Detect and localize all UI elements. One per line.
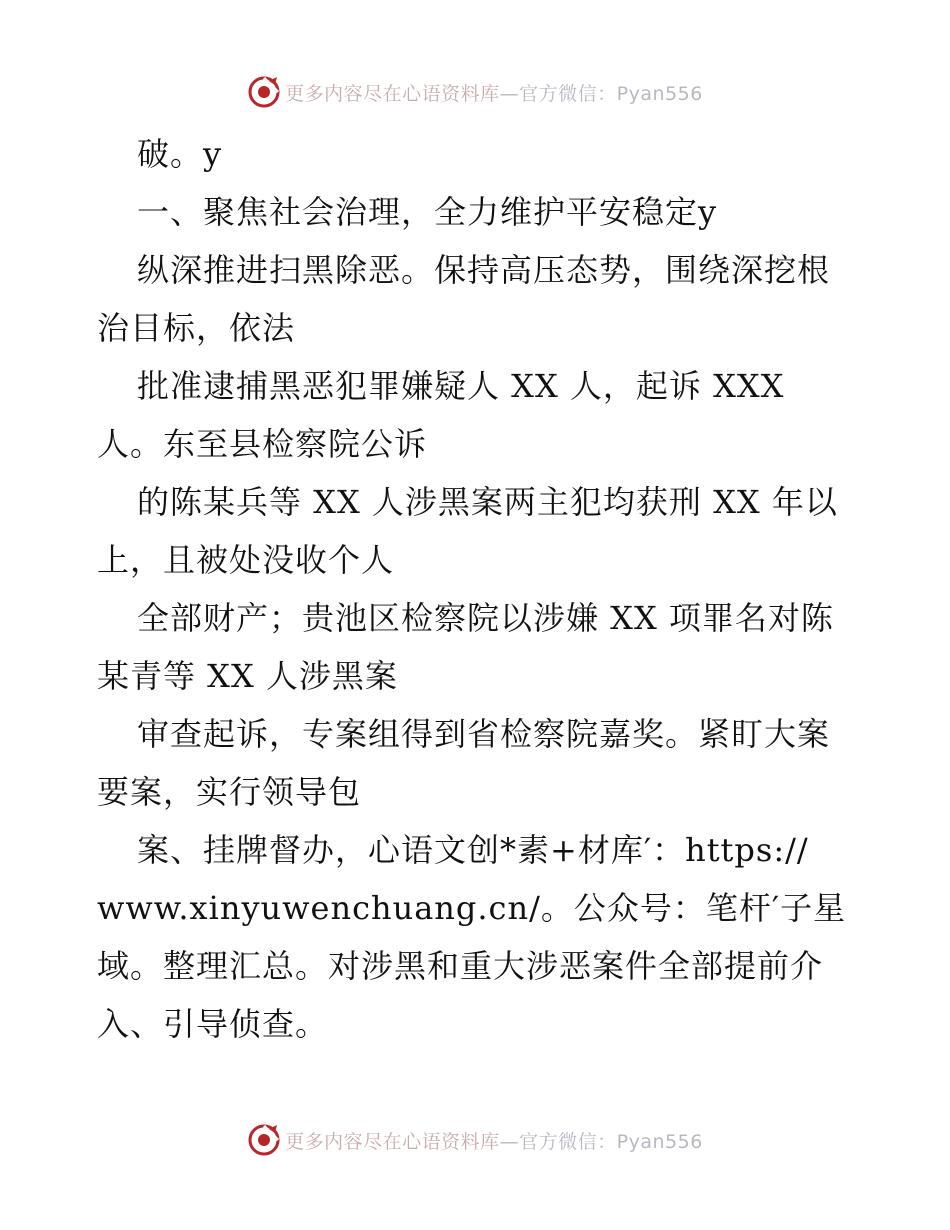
body-line: 破。y bbox=[137, 135, 223, 173]
body-line: www.xinyuwenchuang.cn/。公众号：笔杆′子星 bbox=[97, 889, 847, 927]
header-banner bbox=[0, 72, 950, 112]
banner-wechat-text: 官方微信：Pyan556 bbox=[519, 82, 703, 105]
document-body bbox=[97, 125, 857, 1053]
header-banner-text bbox=[285, 79, 703, 106]
body-line: 要案，实行领导包 bbox=[97, 773, 362, 811]
body-line: 全部财产；贵池区检察院以涉嫌 XX 项罪名对陈 bbox=[137, 599, 834, 637]
banner-separator: — bbox=[499, 82, 520, 105]
body-line: 治目标，依法 bbox=[97, 309, 296, 347]
banner-main-text: 更多内容尽在心语资料库 bbox=[285, 1130, 500, 1153]
banner-wechat-text: 官方微信：Pyan556 bbox=[519, 1130, 703, 1153]
body-line: 的陈某兵等 XX 人涉黑案两主犯均获刑 XX 年以 bbox=[137, 483, 838, 521]
body-line: 上，且被处没收个人 bbox=[97, 541, 395, 579]
body-line: 某青等 XX 人涉黑案 bbox=[97, 657, 398, 695]
banner-main-text: 更多内容尽在心语资料库 bbox=[285, 82, 500, 105]
body-line: 批准逮捕黑恶犯罪嫌疑人 XX 人，起诉 XXX bbox=[137, 367, 785, 405]
footer-banner bbox=[0, 1120, 950, 1160]
body-line: 纵深推进扫黑除恶。保持高压态势，围绕深挖根 bbox=[137, 251, 831, 289]
section-heading: 一、聚焦社会治理，全力维护平安稳定y bbox=[137, 193, 718, 231]
body-line: 案、挂牌督办，心语文创*素+材库′：https:// bbox=[137, 831, 809, 869]
body-line: 域。整理汇总。对涉黑和重大涉恶案件全部提前介 bbox=[97, 947, 824, 985]
body-line: 人。东至县检察院公诉 bbox=[97, 425, 428, 463]
banner-separator: — bbox=[499, 1130, 520, 1153]
logo-icon bbox=[247, 1123, 281, 1157]
logo-icon bbox=[247, 75, 281, 109]
body-line: 入、引导侦查。 bbox=[97, 1005, 329, 1043]
footer-banner-text bbox=[285, 1127, 703, 1154]
body-line: 审查起诉，专案组得到省检察院嘉奖。紧盯大案 bbox=[137, 715, 831, 753]
